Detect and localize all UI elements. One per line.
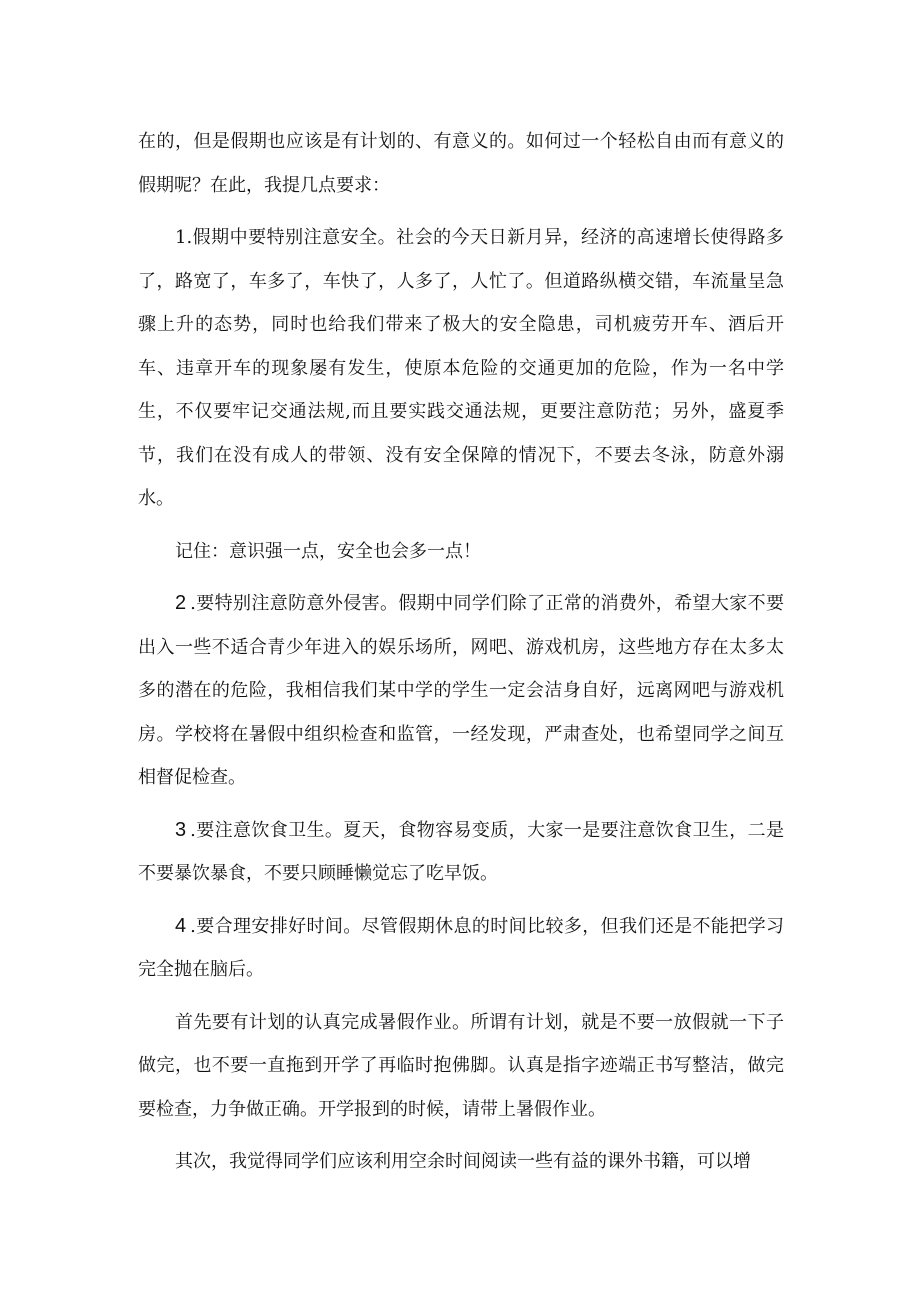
item-2-text: .要特别注意防意外侵害。假期中同学们除了正常的消费外，希望大家不要出入一些不适合青少年进入的娱乐场所，网吧、游戏机房，这些地方存在太多太多的潜在的危险，我相信我们某中学的学生一定会洁身自好，远离网吧与游戏机房。学校将在暑假中组织检查和监管，一经发现，严肃查处，也希望同学之间互相督促检查。 — [138, 593, 784, 788]
intro-paragraph: 在的，但是假期也应该是有计划的、有意义的。如何过一个轻松自由而有意义的假期呢？在此，我提几点要求： — [138, 131, 784, 196]
item-4-number: 4 — [175, 914, 187, 937]
item-2-paragraph — [138, 582, 784, 800]
item-2-number: 2 — [175, 592, 187, 614]
item-1-paragraph: 1.假期中要特别注意安全。社会的今天日新月异，经济的高速增长使得路多了，路宽了，车多了，车快了，人多了，人忙了。但道路纵横交错，车流量呈急骤上升的态势，同时也给我们带来了极大的安全隐患，司机疲劳开车、酒后开车、违章开车的现象屡有发生，使原本危险的交通更加的危险，作为一名中学生，不仅要牢记交通法规,而且要实践交通法规，更要注意防范；另外，盛夏季节，我们在没有成人的带领、没有安全保障的情况下，不要去冬泳，防意外溺水。 — [138, 227, 784, 509]
item-4-paragraph — [138, 905, 784, 992]
item-3-text: .要注意饮食卫生。夏天，食物容易变质，大家一是要注意饮食卫生，二是不要暴饮暴食，不要只顾睡懒觉忘了吃早饭。 — [138, 819, 784, 884]
item-3-paragraph — [138, 809, 784, 896]
homework-paragraph: 首先要有计划的认真完成暑假作业。所谓有计划，就是不要一放假就一下子做完，也不要一直拖到开学了再临时抱佛脚。认真是指字迹端正书写整洁，做完要检查，力争做正确。开学报到的时候，请带上暑假作业。 — [138, 1011, 784, 1120]
document-body — [138, 120, 784, 1184]
reading-paragraph: 其次，我觉得同学们应该利用空余时间阅读一些有益的课外书籍，可以增 — [175, 1151, 751, 1172]
remember-paragraph: 记住：意识强一点，安全也会多一点！ — [175, 540, 481, 562]
item-3-number: 3 — [175, 818, 187, 841]
item-4-text: .要合理安排好时间。尽管假期休息的时间比较多，但我们还是不能把学习完全抛在脑后。 — [138, 915, 784, 980]
